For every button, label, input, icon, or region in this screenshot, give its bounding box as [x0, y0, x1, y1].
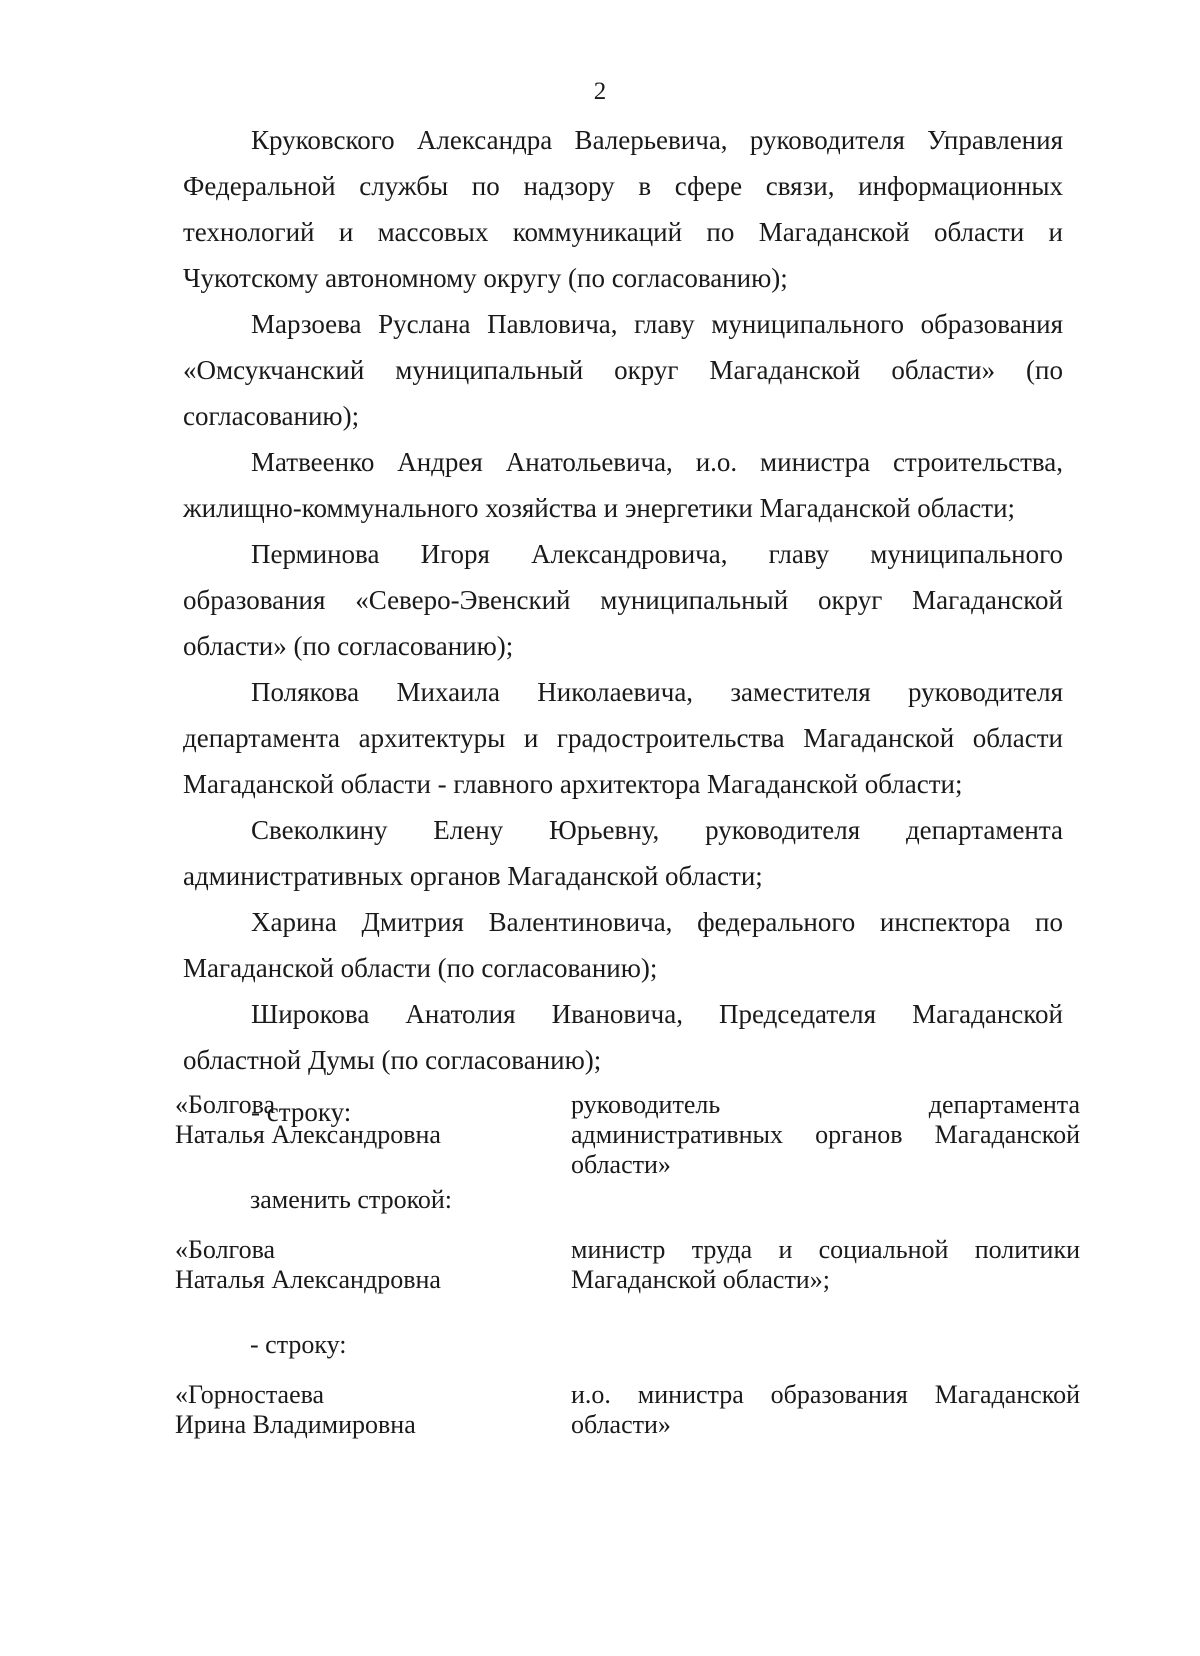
person-position: министр труда и социальной политики Магаданской области»; [571, 1235, 1080, 1294]
paragraph-svekolkina: Свеколкину Елену Юрьевну, руководителя департамента административных органов Магаданской области; [183, 815, 1063, 891]
person-position: руководитель департамента административных органов Магаданской области» [571, 1090, 1080, 1179]
surname: «Болгова [175, 1235, 276, 1264]
surname: «Болгова [175, 1090, 276, 1119]
paragraph-perminov: Перминова Игоря Александровича, главу муниципального образования «Северо-Эвенский муниципальный округ Магаданской области» (по согласованию); [183, 539, 1063, 661]
person-name [175, 1380, 555, 1440]
page-number: 2 [593, 78, 607, 105]
surname: «Горностаева [175, 1380, 325, 1409]
paragraph-kharin: Харина Дмитрия Валентиновича, федерального инспектора по Магаданской области (по согласованию); [183, 907, 1063, 983]
given-names: Ирина Владимировна [175, 1410, 416, 1439]
instruction-line: - строку: [251, 1097, 352, 1127]
paragraph-matveenko: Матвеенко Андрея Анатольевича, и.о. министра строительства, жилищно-коммунального хозяйства и энергетики Магаданской области; [183, 447, 1063, 523]
paragraph-marzoev: Марзоева Руслана Павловича, главу муниципального образования «Омсукчанский муниципальный округ Магаданской области» (по согласованию); [183, 309, 1063, 431]
paragraph-shirokov: Широкова Анатолия Ивановича, Председателя Магаданской областной Думы (по согласованию); [183, 999, 1063, 1075]
paragraph-krukovsky: Круковского Александра Валерьевича, руководителя Управления Федеральной службы по надзору в сфере связи, информационных технологий и массовых коммуникаций по Магаданской области и Чукотскому автономному округу (по согласованию); [183, 125, 1063, 293]
instruction-line: - строку: [250, 1330, 347, 1359]
given-names: Наталья Александровна [175, 1120, 441, 1149]
appointment-list [183, 117, 1063, 1135]
person-name [175, 1090, 555, 1150]
given-names: Наталья Александровна [175, 1265, 441, 1294]
person-position: и.о. министра образования Магаданской области» [571, 1380, 1080, 1439]
person-name [175, 1235, 555, 1295]
instruction-replace: заменить строкой: [250, 1185, 453, 1214]
paragraph-polyakov: Полякова Михаила Николаевича, заместителя руководителя департамента архитектуры и градостроительства Магаданской области Магаданской области - главного архитектора Магаданской области; [183, 677, 1063, 799]
